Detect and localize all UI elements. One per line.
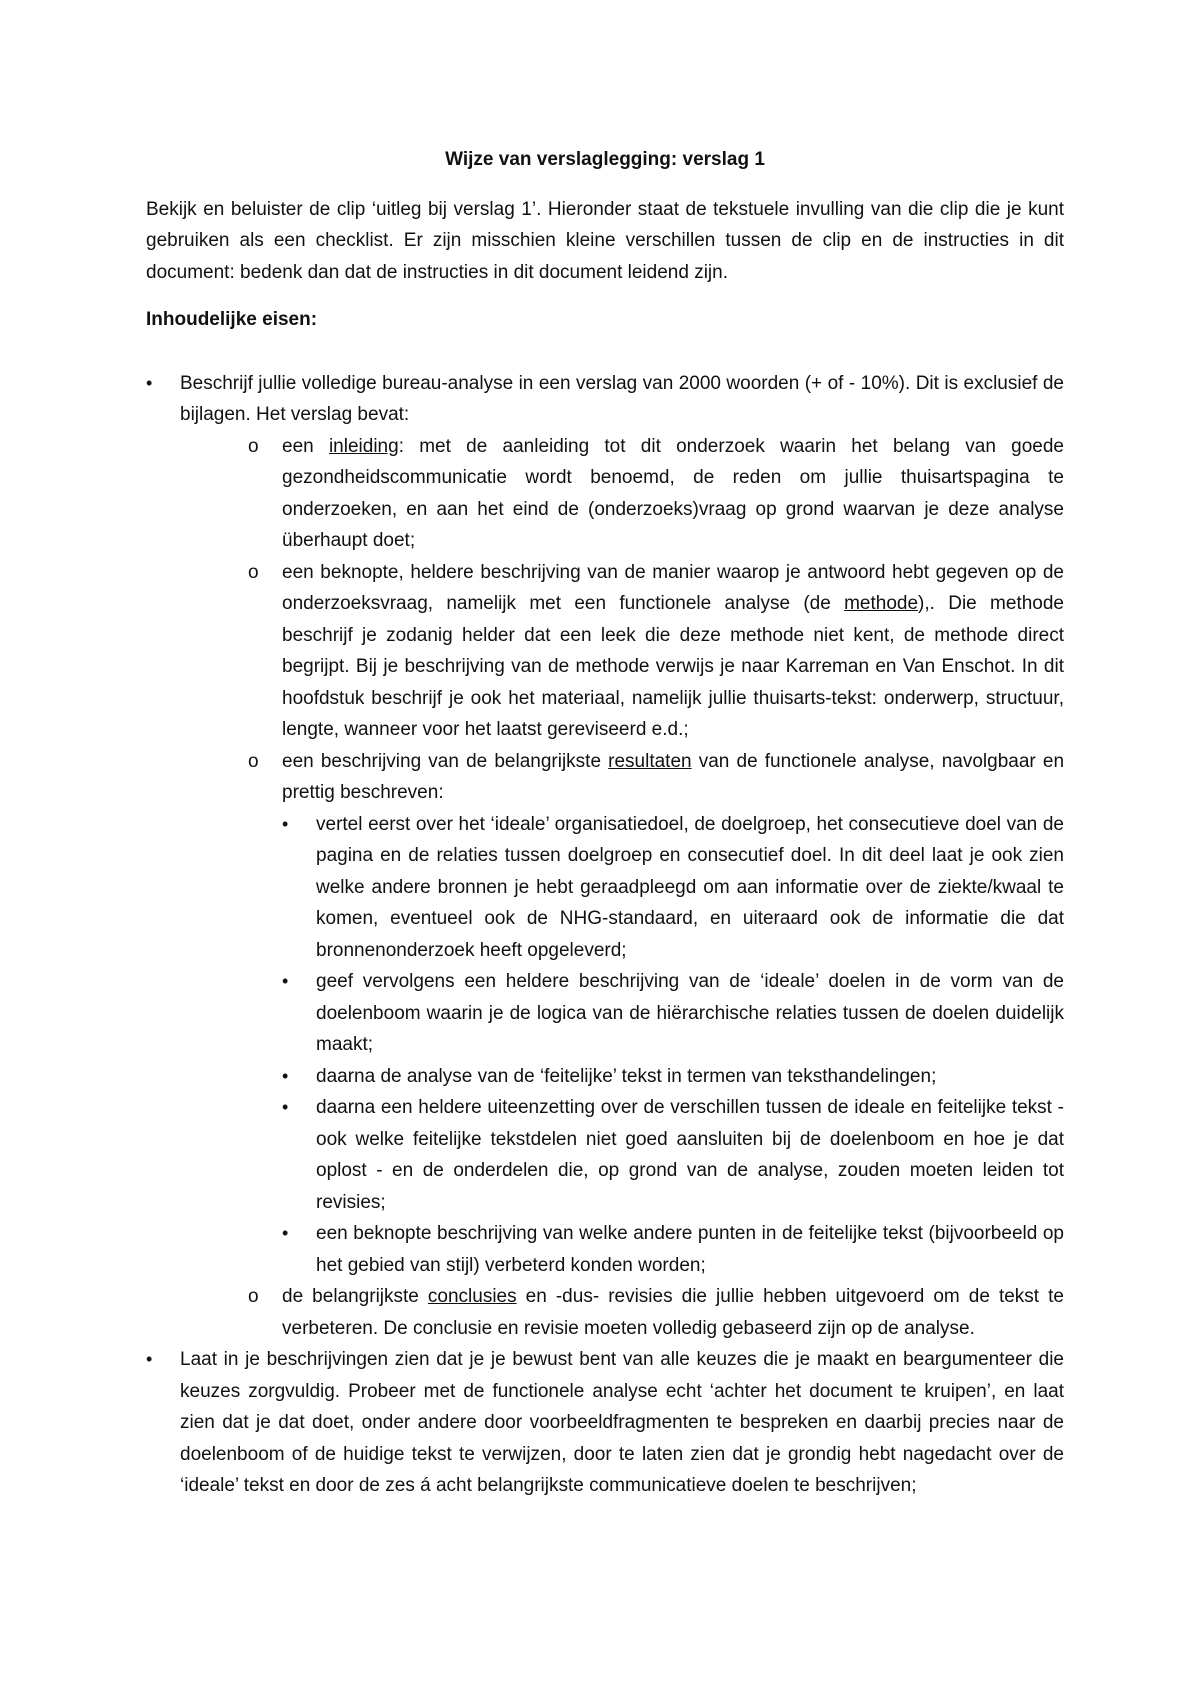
point-text: daarna een heldere uiteenzetting over de verschillen tussen de ideale en feitelijke tekst - ook welke feitelijke tekstdelen niet goed aansluiten bij de doelenboom en hoe je dat oplost - en de onderdelen die, op grond van de analyse, zouden moeten leiden tot revisies; xyxy=(316,1097,1064,1213)
sub-list-item xyxy=(214,431,1064,557)
point-item xyxy=(282,1092,1064,1218)
sub-item-text: een beknopte, heldere beschrijving van de manier waarop je antwoord hebt gegeven op de onderzoeksvraag, namelijk met een functionele analyse (de xyxy=(282,561,1064,614)
bullet-marker: • xyxy=(146,1349,153,1369)
bullet-marker: • xyxy=(282,1065,289,1086)
requirements-list xyxy=(146,368,1064,1502)
underlined-keyword: resultaten xyxy=(608,750,692,772)
sub-marker: o xyxy=(248,1286,259,1307)
sub-marker: o xyxy=(248,750,259,772)
bullet-marker: • xyxy=(282,813,289,834)
bullet-marker: • xyxy=(146,372,153,393)
underlined-keyword: methode xyxy=(844,593,919,614)
point-text: een beknopte beschrijving van welke andere punten in de feitelijke tekst (bijvoorbeeld op het gebied van stijl) verbeterd konden worden; xyxy=(316,1223,1064,1276)
document-title: Wijze van verslaglegging: verslag 1 xyxy=(445,149,765,170)
sub-marker: o xyxy=(248,561,259,583)
sub-item-text: en -dus- revisies die jullie hebben uitgevoerd om de tekst te verbeteren. De conclusie en revisie moeten volledig gebaseerd zijn op de analyse. xyxy=(282,1286,1064,1339)
point-item xyxy=(282,1061,1064,1093)
results-points-list xyxy=(282,809,1064,1282)
list-item-text: Laat in je beschrijvingen zien dat je je bewust bent van alle keuzes die je maakt en beargumenteer die keuzes zorgvuldig. Probeer met de functionele analyse echt ‘achter het document te kruipen’, en laat zien dat je dat doet, onder andere door voorbeeldfragmenten te bespreken en daarbij precies naar de doelenboom of de huidige tekst te verwijzen, door te laten zien dat je grondig hebt nagedacht over de ‘ideale’ tekst en door de zes á acht belangrijkste communicatieve doelen te beschrijven; xyxy=(180,1349,1064,1496)
document-page xyxy=(146,144,1064,1502)
sub-item-text: ),. Die methode beschrijf je zodanig helder dat een leek die deze methode niet kent, de methode direct begrijpt. Bij je beschrijving van de methode verwijs je naar Karreman en Van Enschot. In dit hoofdstuk beschrijf je ook het materiaal, namelijk jullie thuisarts-tekst: onderwerp, structuur, lengte, wanneer voor het laatst gereviseerd e.d.; xyxy=(282,593,1064,740)
sub-item-text: een beschrijving van de belangrijkste xyxy=(282,750,609,772)
section-heading: Inhoudelijke eisen: xyxy=(146,309,318,330)
underlined-keyword: conclusies xyxy=(427,1286,517,1307)
point-text: vertel eerst over het ‘ideale’ organisatiedoel, de doelgroep, het consecutieve doel van de pagina en de relaties tussen doelgroep en consecutief doel. In dit deel laat je ook zien welke andere bronnen je hebt geraadpleegd om aan informatie over de ziekte/kwaal te komen, eventueel ook de NHG-standaard, en uiteraard ook de informatie die dat bronnenonderzoek heeft opgeleverd; xyxy=(316,813,1064,961)
bullet-marker: • xyxy=(282,1097,289,1117)
sub-list-item xyxy=(214,1281,1064,1344)
sub-item-text: een xyxy=(282,435,329,457)
intro-paragraph: Bekijk en beluister de clip ‘uitleg bij verslag 1’. Hieronder staat de tekstuele invulling van die clip die je kunt gebruiken als een checklist. Er zijn misschien kleine verschillen tussen de clip en de instructies in dit document: bedenk dan dat de instructies in dit document leidend zijn. xyxy=(146,198,1064,283)
list-item xyxy=(146,368,1064,1345)
sub-list-item xyxy=(214,746,1064,1282)
underlined-keyword: inleiding xyxy=(328,435,399,457)
sub-item-text: de belangrijkste xyxy=(282,1286,428,1307)
point-item xyxy=(282,966,1064,1061)
bullet-marker: • xyxy=(282,971,289,991)
sub-marker: o xyxy=(248,435,259,457)
report-contents-list xyxy=(180,431,1064,1345)
point-item xyxy=(282,1218,1064,1281)
sub-item-text: : met de aanleiding tot dit onderzoek waarin het belang van goede gezondheidscommunicatie wordt benoemd, de reden om jullie thuisartspagina te onderzoeken, en aan het eind de (onderzoeks)vraag op grond waarvan je deze analyse überhaupt doet; xyxy=(282,435,1064,551)
point-text: geef vervolgens een heldere beschrijving van de ‘ideale’ doelen in de vorm van de doelenboom waarin je de logica van de hiërarchische relaties tussen de doelen duidelijk maakt; xyxy=(316,971,1064,1055)
sub-item-text: van de functionele analyse, navolgbaar en prettig beschreven: xyxy=(282,750,1065,803)
list-item-text: Beschrijf jullie volledige bureau-analyse in een verslag van 2000 woorden (+ of - 10%). Dit is exclusief de bijlagen. Het verslag bevat: xyxy=(180,372,1064,425)
bullet-marker: • xyxy=(282,1223,289,1243)
point-text: daarna de analyse van de ‘feitelijke’ tekst in termen van teksthandelingen; xyxy=(316,1065,937,1087)
list-item xyxy=(146,1344,1064,1502)
sub-list-item xyxy=(214,557,1064,746)
point-item xyxy=(282,809,1064,967)
